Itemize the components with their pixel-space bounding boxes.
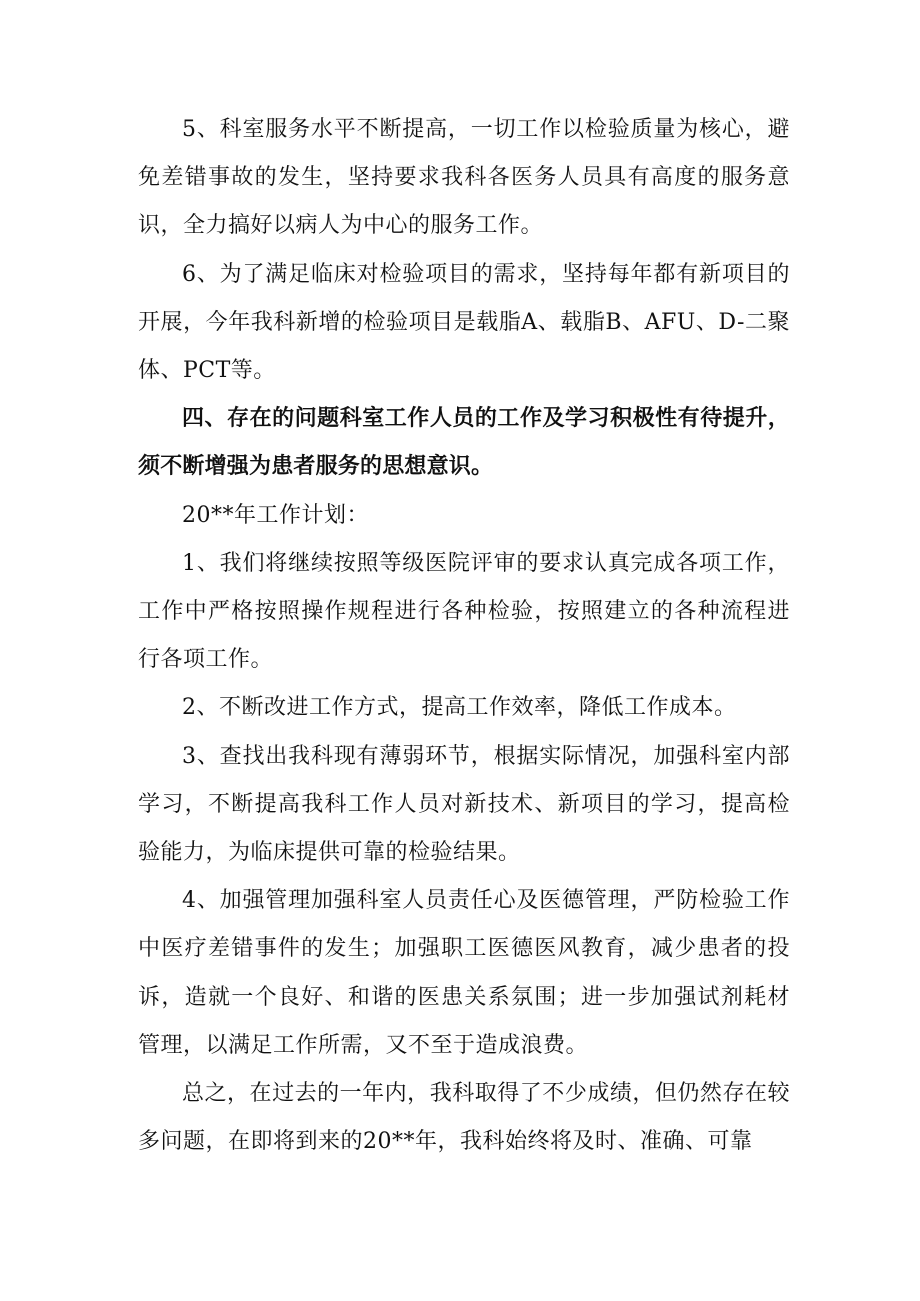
paragraph-existing-problems: 四、存在的问题科室工作人员的工作及学习积极性有待提升，须不断增强为患者服务的思想意识。 xyxy=(138,406,790,480)
paragraph-plan-item-1: 1、我们将继续按照等级医院评审的要求认真完成各项工作，工作中严格按照操作规程进行各种检验，按照建立的各种流程进行各项工作。 xyxy=(138,550,790,673)
paragraph-work-plan-title: 20**年工作计划： xyxy=(182,502,369,528)
document-page xyxy=(138,106,790,1166)
paragraph-plan-item-2: 2、不断改进工作方式，提高工作效率，降低工作成本。 xyxy=(182,695,737,721)
paragraph-summary: 总之，在过去的一年内，我科取得了不少成绩，但仍然存在较多问题，在即将到来的20**年，我科始终将及时、准确、可靠 xyxy=(138,1081,790,1155)
paragraph-service-level: 5、科室服务水平不断提高，一切工作以检验质量为核心，避免差错事故的发生，坚持要求我科各医务人员具有高度的服务意识，全力搞好以病人为中心的服务工作。 xyxy=(138,117,790,239)
paragraph-plan-item-4: 4、加强管理加强科室人员责任心及医德管理，严防检验工作中医疗差错事件的发生；加强职工医德医风教育，减少患者的投诉，造就一个良好、和谐的医患关系氛围；进一步加强试剂耗材管理，以满足工作所需，又不至于造成浪费。 xyxy=(138,888,790,1058)
paragraph-plan-item-3: 3、查找出我科现有薄弱环节，根据实际情况，加强科室内部学习，不断提高我科工作人员对新技术、新项目的学习，提高检验能力，为临床提供可靠的检验结果。 xyxy=(138,743,790,866)
paragraph-new-test-items: 6、为了满足临床对检验项目的需求，坚持每年都有新项目的开展，今年我科新增的检验项目是载脂A、载脂B、AFU、D-二聚体、PCT等。 xyxy=(138,261,790,384)
